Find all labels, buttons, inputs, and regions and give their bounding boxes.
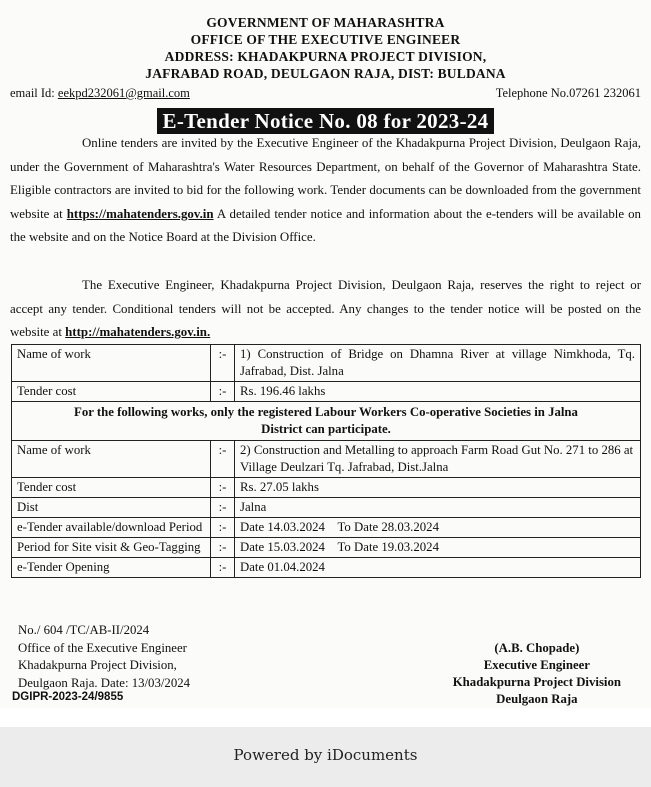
row-label: Period for Site visit & Geo-Tagging xyxy=(12,538,211,558)
row-label: Tender cost xyxy=(12,478,211,498)
header-address-1: ADDRESS: KHADAKPURNA PROJECT DIVISION, xyxy=(164,49,487,64)
row-separator: :- xyxy=(211,538,235,558)
table-row xyxy=(12,441,641,478)
row-value: Date 14.03.2024 To Date 28.03.2024 xyxy=(235,518,641,538)
mahatenders-link[interactable]: https://mahatenders.gov.in xyxy=(66,206,214,221)
row-separator: :- xyxy=(211,345,235,382)
reference-division: Khadakpurna Project Division, xyxy=(18,658,177,672)
row-separator: :- xyxy=(211,441,235,478)
paragraph-conditions xyxy=(10,274,641,345)
reference-date: Deulgaon Raja. Date: 13/03/2024 xyxy=(18,675,191,690)
letterhead xyxy=(0,14,651,82)
paragraph-invitation xyxy=(10,132,641,250)
header-address-2: JAFRABAD ROAD, DEULGAON RAJA, DIST: BULDANA xyxy=(145,66,506,81)
row-value: Jalna xyxy=(235,498,641,518)
reference-number: No./ 604 /TC/AB-II/2024 xyxy=(18,623,150,637)
signatory-location: Deulgaon Raja xyxy=(496,692,578,706)
eligibility-notice: For the following works, only the registered Labour Workers Co-operative Societies in Jalna District can participate. xyxy=(12,402,641,441)
telephone: Telephone No.07261 232061 xyxy=(495,86,641,100)
signatory-name: (A.B. Chopade) xyxy=(494,641,580,655)
row-value: Date 15.03.2024 To Date 19.03.2024 xyxy=(235,538,641,558)
email-label: email Id: xyxy=(10,86,58,100)
row-separator: :- xyxy=(211,518,235,538)
signatory-title: Executive Engineer xyxy=(483,658,590,672)
table-row xyxy=(12,402,641,441)
row-separator: :- xyxy=(211,478,235,498)
row-value: 2) Construction and Metalling to approach Farm Road Gut No. 271 to 286 at Village Deulzari Tq. Jafrabad, Dist.Jalna xyxy=(235,441,641,478)
row-label: Name of work xyxy=(12,441,211,478)
paragraph2-text: The Executive Engineer, Khadakpurna Project Division, Deulgaon Raja, reserves the right to reject or accept any tender. Conditional tenders will not be accepted. Any changes to the tender notice will be posted on the website at xyxy=(10,278,641,340)
table-row xyxy=(12,478,641,498)
row-value: Date 01.04.2024 xyxy=(235,558,641,578)
row-label: Dist xyxy=(12,498,211,518)
reference-office: Office of the Executive Engineer xyxy=(18,640,187,655)
table-row xyxy=(12,558,641,578)
row-label: e-Tender available/download Period xyxy=(12,518,211,538)
row-label: Name of work xyxy=(12,345,211,382)
row-label: Tender cost xyxy=(12,382,211,402)
row-value: Rs. 196.46 lakhs xyxy=(235,382,641,402)
powered-by-footer xyxy=(0,727,651,787)
row-label: e-Tender Opening xyxy=(12,558,211,578)
row-separator: :- xyxy=(211,382,235,402)
row-separator: :- xyxy=(211,498,235,518)
table-row xyxy=(12,498,641,518)
header-government: GOVERNMENT OF MAHARASHTRA xyxy=(206,15,445,30)
reference-block xyxy=(18,622,190,692)
table-row xyxy=(12,518,641,538)
paragraph1-text: Online tenders are invited by the Executive Engineer of the Khadakpurna Project Division, Deulgaon Raja, under the Government of Maharashtra's Water Resources Department, on behalf of the Governor of Maharashtra State. Eligible contractors are invited to bid for the following work. Tender documents can be downloaded from the government website at xyxy=(10,136,641,221)
contact-line xyxy=(10,86,641,101)
mahatenders-link-2[interactable]: http://mahatenders.gov.in. xyxy=(65,325,211,340)
table-row xyxy=(12,538,641,558)
notice-title: E-Tender Notice No. 08 for 2023-24 xyxy=(157,108,495,134)
row-value: 1) Construction of Bridge on Dhamna River at village Nimkhoda, Tq. Jafrabad, Dist. Jalna xyxy=(235,345,641,382)
tender-details-table xyxy=(11,344,641,578)
powered-by-link[interactable]: Powered by iDocuments xyxy=(233,746,418,764)
dgipr-code: DGIPR-2023-24/9855 xyxy=(12,691,124,703)
email-link[interactable]: eekpd232061@gmail.com xyxy=(57,86,190,100)
paragraph1-text-end: A detailed tender notice and information about the e-tenders will be available on the website and on the Notice Board at the Division Office. xyxy=(10,206,641,245)
table-row xyxy=(12,382,641,402)
signatory-division: Khadakpurna Project Division xyxy=(452,675,621,689)
header-office: OFFICE OF THE EXECUTIVE ENGINEER xyxy=(190,32,461,47)
table-row xyxy=(12,345,641,382)
signature-block xyxy=(453,640,621,708)
row-value: Rs. 27.05 lakhs xyxy=(235,478,641,498)
row-separator: :- xyxy=(211,558,235,578)
